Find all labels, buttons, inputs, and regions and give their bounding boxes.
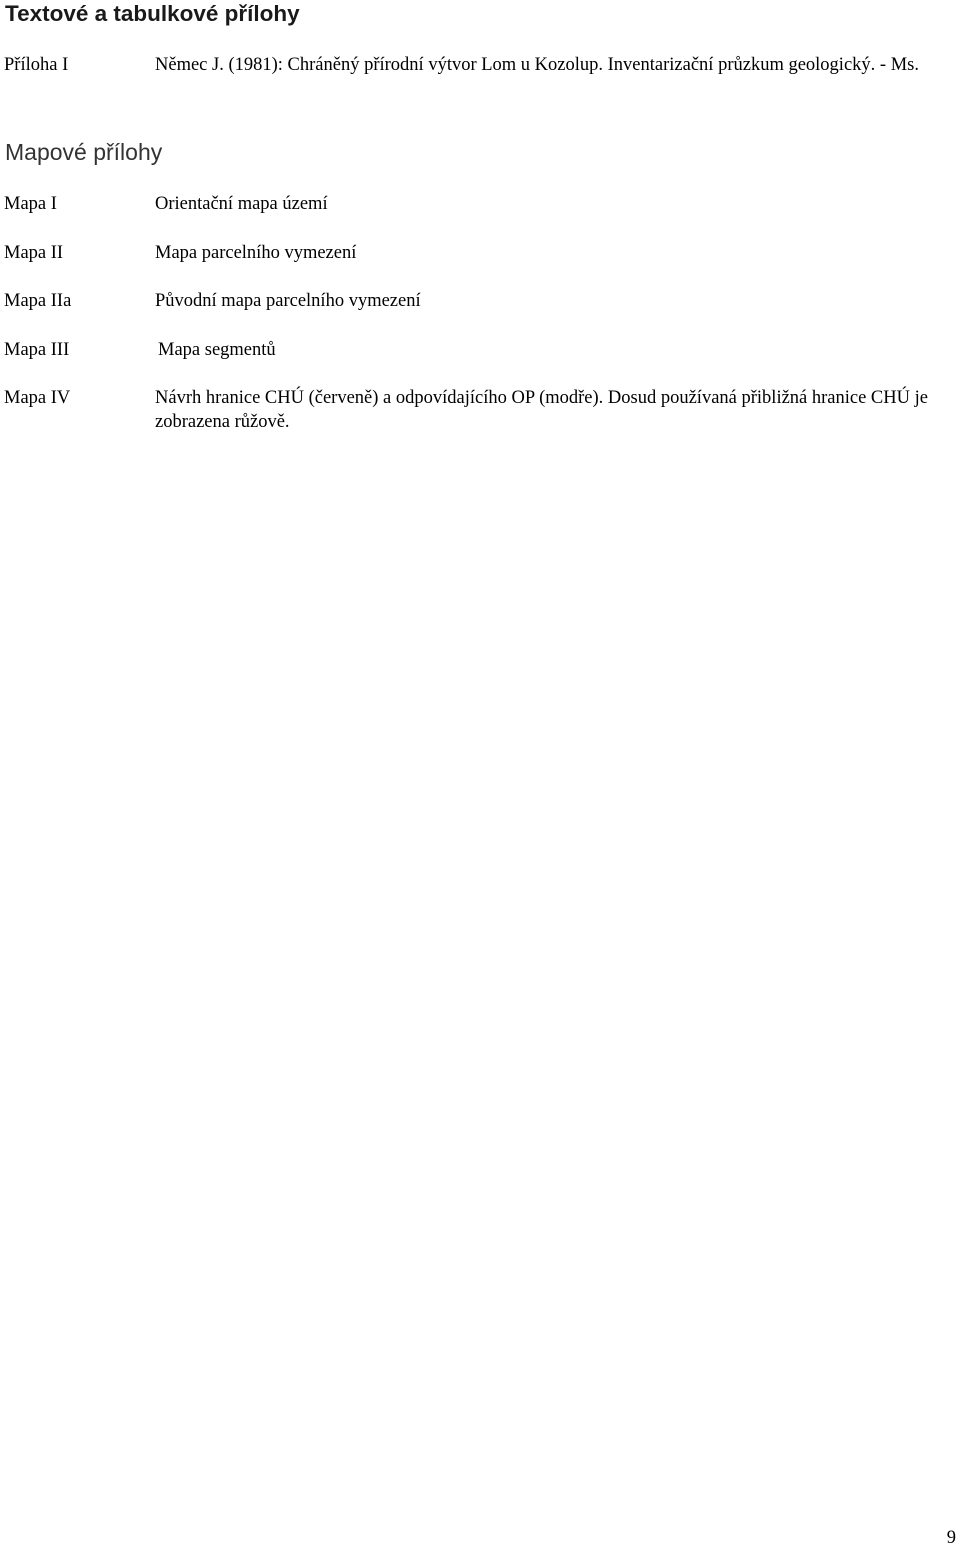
- attachment-description: Němec J. (1981): Chráněný přírodní výtvor Lom u Kozolup. Inventarizační průzkum geologický. - Ms.: [155, 55, 919, 75]
- map-label: Mapa IV: [4, 388, 71, 408]
- map-description: Návrh hranice CHÚ (červeně) a odpovídajícího OP (modře). Dosud používaná přibližná hranice CHÚ je zobrazena růžově.: [155, 388, 928, 432]
- section-heading-text-attachments: Textové a tabulkové přílohy: [5, 1, 300, 26]
- map-description: Původní mapa parcelního vymezení: [155, 291, 421, 311]
- map-description: Mapa segmentů: [158, 340, 276, 360]
- map-label: Mapa III: [4, 340, 70, 360]
- page-number: 9: [946, 1528, 956, 1548]
- map-label: Mapa II: [4, 243, 64, 263]
- map-description: Mapa parcelního vymezení: [155, 243, 357, 263]
- map-label: Mapa IIa: [4, 291, 72, 311]
- map-description: Orientační mapa území: [155, 194, 328, 214]
- attachment-label: Příloha I: [4, 55, 69, 75]
- map-label: Mapa I: [4, 194, 57, 214]
- section-heading-map-attachments: Mapové přílohy: [5, 139, 163, 165]
